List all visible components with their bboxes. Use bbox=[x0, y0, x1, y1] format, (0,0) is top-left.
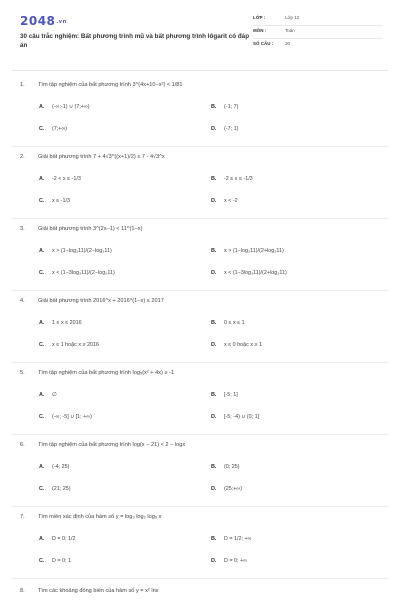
question-text bbox=[20, 226, 142, 232]
question-divider bbox=[12, 578, 388, 579]
option-letter: B. bbox=[211, 248, 217, 254]
document-title: 30 câu trắc nghiệm: Bất phương trình mũ và bất phương trình lôgarit có đáp án bbox=[20, 33, 250, 49]
option-c[interactable] bbox=[39, 270, 115, 276]
question-text bbox=[20, 82, 183, 88]
question-text bbox=[20, 370, 174, 376]
option-a[interactable] bbox=[39, 248, 112, 254]
question-prompt: Giải bất phương trình 7 + 4√3^((x+1)/2) ≤ 7 - 4√3^x bbox=[38, 154, 165, 160]
question-prompt: Giải bất phương trình 2016^x + 2016^(1−x) ≤ 2017 bbox=[38, 298, 164, 304]
option-letter: B. bbox=[211, 104, 217, 110]
option-a[interactable] bbox=[39, 464, 69, 470]
option-value: (-∞;-1) ∪ (7;+∞) bbox=[52, 104, 90, 110]
option-letter: A. bbox=[39, 104, 45, 110]
option-value: D = 0; +∞ bbox=[224, 558, 248, 564]
option-letter: A. bbox=[39, 392, 45, 398]
site-logo[interactable] bbox=[20, 14, 67, 28]
option-letter: C. bbox=[39, 126, 45, 132]
option-a[interactable] bbox=[39, 176, 81, 182]
option-b[interactable] bbox=[211, 536, 252, 542]
option-value: (-∞; -5] ∪ [1; +∞) bbox=[52, 414, 92, 420]
option-value: [-5; 1] bbox=[224, 392, 238, 398]
option-d[interactable] bbox=[211, 126, 238, 132]
option-b[interactable] bbox=[211, 104, 238, 110]
option-value: x < -2 bbox=[224, 198, 238, 204]
option-b[interactable] bbox=[211, 176, 253, 182]
option-letter: A. bbox=[39, 320, 45, 326]
option-b[interactable] bbox=[211, 320, 245, 326]
option-value: [-5; -4) ∪ (0; 1] bbox=[224, 414, 260, 420]
option-value: (21; 25) bbox=[52, 486, 71, 492]
option-letter: A. bbox=[39, 176, 45, 182]
option-b[interactable] bbox=[211, 392, 238, 398]
option-value: x ≤ -1/3 bbox=[52, 198, 70, 204]
option-value: x > (1−log₃11)/(2+log₃11) bbox=[224, 248, 284, 254]
option-letter: A. bbox=[39, 536, 45, 542]
option-value: (-1; 7) bbox=[224, 104, 239, 110]
question-text bbox=[20, 588, 158, 594]
meta-label: MÔN : bbox=[253, 28, 267, 33]
question-number: 1. bbox=[20, 82, 25, 88]
option-value: (25;+∞) bbox=[224, 486, 243, 492]
option-c[interactable] bbox=[39, 126, 67, 132]
question-prompt: Tìm tập nghiệm của bất phương trình 3^(4x+10−x²) < 1/81 bbox=[38, 82, 183, 88]
question-divider bbox=[12, 218, 388, 219]
meta-value: 30 bbox=[285, 41, 291, 46]
option-letter: D. bbox=[211, 342, 217, 348]
question-text bbox=[20, 298, 164, 304]
option-c[interactable] bbox=[39, 342, 99, 348]
question-text bbox=[20, 442, 185, 448]
meta-row-subject bbox=[253, 26, 383, 39]
logo-suffix: .vn bbox=[56, 18, 67, 25]
logo-main: 2048 bbox=[20, 14, 56, 28]
question-divider bbox=[12, 506, 388, 507]
option-value: -2 < x ≤ -1/3 bbox=[52, 176, 81, 182]
question-divider bbox=[12, 434, 388, 435]
question-number: 7. bbox=[20, 514, 25, 520]
option-letter: B. bbox=[211, 464, 217, 470]
option-letter: C. bbox=[39, 486, 45, 492]
option-value: 1 ≤ x ≤ 2016 bbox=[52, 320, 82, 326]
question-text bbox=[20, 154, 165, 160]
option-letter: C. bbox=[39, 558, 45, 564]
option-value: (7;+∞) bbox=[52, 126, 68, 132]
option-value: D = 0; 1 bbox=[52, 558, 72, 564]
option-letter: D. bbox=[211, 126, 217, 132]
question-prompt: Tìm miền xác định của hàm số y = log₃ log₂ log₅ x bbox=[38, 514, 162, 520]
meta-row-question-count bbox=[253, 39, 383, 52]
meta-value: Lớp 12 bbox=[285, 15, 300, 20]
option-c[interactable] bbox=[39, 558, 71, 564]
option-d[interactable] bbox=[211, 558, 247, 564]
option-letter: D. bbox=[211, 198, 217, 204]
option-value: x ≤ 0 hoặc x ≥ 1 bbox=[224, 342, 262, 348]
option-letter: C. bbox=[39, 198, 45, 204]
option-d[interactable] bbox=[211, 486, 242, 492]
option-letter: C. bbox=[39, 414, 45, 420]
option-value: D = 1/2; +∞ bbox=[224, 536, 252, 542]
question-number: 4. bbox=[20, 298, 25, 304]
meta-label: SỐ CÂU : bbox=[253, 41, 274, 46]
question-divider bbox=[12, 290, 388, 291]
option-value: (-7; 1) bbox=[224, 126, 239, 132]
option-value: x > (1−log₃11)/(2−log₃11) bbox=[52, 248, 112, 254]
option-value: x ≤ 1 hoặc x ≥ 2016 bbox=[52, 342, 99, 348]
option-value: x < (1−3log₃11)/(2+log₃11) bbox=[224, 270, 287, 276]
question-divider bbox=[12, 146, 388, 147]
option-value: D = 0; 1/2 bbox=[52, 536, 76, 542]
option-c[interactable] bbox=[39, 198, 70, 204]
option-d[interactable] bbox=[211, 414, 259, 420]
option-a[interactable] bbox=[39, 104, 90, 110]
option-d[interactable] bbox=[211, 270, 287, 276]
question-number: 5. bbox=[20, 370, 25, 376]
question-number: 6. bbox=[20, 442, 25, 448]
option-a[interactable] bbox=[39, 320, 82, 326]
option-value: 0 ≤ x ≤ 1 bbox=[224, 320, 245, 326]
question-divider bbox=[12, 362, 388, 363]
option-value: (0; 25) bbox=[224, 464, 240, 470]
option-letter: B. bbox=[211, 536, 217, 542]
meta-row-grade bbox=[253, 13, 383, 26]
question-prompt: Tìm tập nghiệm của bất phương trình log₅(x² + 4x) ≥ -1 bbox=[38, 370, 175, 376]
option-value: x < (1−3log₃11)/(2−log₃11) bbox=[52, 270, 115, 276]
option-letter: B. bbox=[211, 392, 217, 398]
question-number: 3. bbox=[20, 226, 25, 232]
option-letter: A. bbox=[39, 248, 45, 254]
meta-panel bbox=[253, 13, 383, 52]
option-a[interactable] bbox=[39, 536, 76, 542]
document-header bbox=[0, 0, 400, 70]
question-prompt: Tìm các khoảng đồng biến của hàm số y = x² lnx bbox=[38, 588, 159, 594]
option-value: (-4; 25) bbox=[52, 464, 70, 470]
option-letter: D. bbox=[211, 414, 217, 420]
meta-label: LỚP : bbox=[253, 15, 266, 20]
option-letter: B. bbox=[211, 176, 217, 182]
option-letter: C. bbox=[39, 342, 45, 348]
option-d[interactable] bbox=[211, 342, 262, 348]
question-prompt: Tìm tập nghiệm của bất phương trình log(x − 21) < 2 − logx bbox=[38, 442, 186, 448]
option-b[interactable] bbox=[211, 248, 284, 254]
option-b[interactable] bbox=[211, 464, 240, 470]
option-letter: C. bbox=[39, 270, 45, 276]
option-a[interactable] bbox=[39, 392, 57, 398]
option-c[interactable] bbox=[39, 414, 92, 420]
option-letter: A. bbox=[39, 464, 45, 470]
question-text bbox=[20, 514, 161, 520]
option-letter: D. bbox=[211, 486, 217, 492]
question-number: 8. bbox=[20, 588, 25, 594]
header-divider bbox=[12, 70, 388, 71]
option-c[interactable] bbox=[39, 486, 71, 492]
option-value: -2 ≤ x ≤ -1/3 bbox=[224, 176, 253, 182]
question-prompt: Giải bất phương trình 3^(2x−1) < 11^(1−x) bbox=[38, 226, 143, 232]
option-letter: B. bbox=[211, 320, 217, 326]
meta-value: Toán bbox=[285, 28, 295, 33]
option-letter: D. bbox=[211, 270, 217, 276]
option-d[interactable] bbox=[211, 198, 238, 204]
option-value: ∅ bbox=[52, 392, 57, 398]
question-number: 2. bbox=[20, 154, 25, 160]
option-letter: D. bbox=[211, 558, 217, 564]
